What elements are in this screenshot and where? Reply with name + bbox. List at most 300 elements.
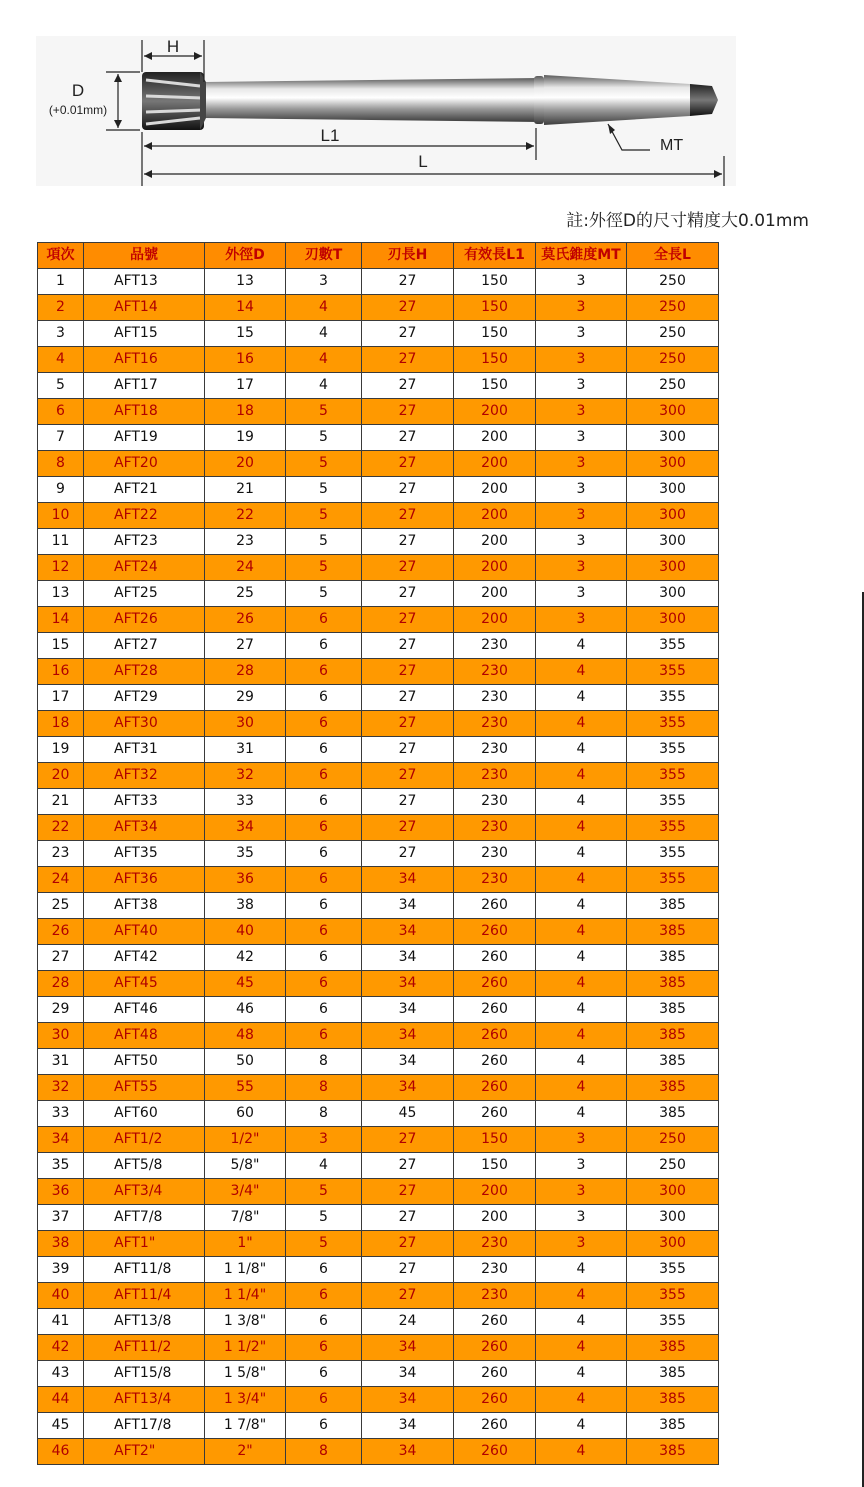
cell-item-no: 34 <box>38 1127 84 1153</box>
cell-effective-length: 230 <box>454 789 536 815</box>
cell-overall-length: 300 <box>627 451 719 477</box>
cell-effective-length: 260 <box>454 919 536 945</box>
cell-effective-length: 150 <box>454 321 536 347</box>
cell-morse-taper: 4 <box>536 1413 627 1439</box>
cell-flutes: 6 <box>286 737 362 763</box>
header-flutes: 刃數T <box>286 243 362 269</box>
cell-item-no: 8 <box>38 451 84 477</box>
cell-part-no: AFT22 <box>84 503 205 529</box>
cell-morse-taper: 3 <box>536 529 627 555</box>
cell-outer-diameter: 27 <box>205 633 286 659</box>
cell-flutes: 6 <box>286 1023 362 1049</box>
cell-item-no: 4 <box>38 347 84 373</box>
cell-part-no: AFT29 <box>84 685 205 711</box>
cell-flute-length: 27 <box>362 295 454 321</box>
reamer-shank <box>205 78 540 122</box>
cell-overall-length: 385 <box>627 1101 719 1127</box>
cell-effective-length: 260 <box>454 1387 536 1413</box>
cell-outer-diameter: 22 <box>205 503 286 529</box>
cell-part-no: AFT13/8 <box>84 1309 205 1335</box>
cell-flutes: 8 <box>286 1075 362 1101</box>
cell-effective-length: 200 <box>454 503 536 529</box>
cell-flute-length: 34 <box>362 1413 454 1439</box>
cell-outer-diameter: 1 1/8" <box>205 1257 286 1283</box>
cell-flute-length: 27 <box>362 1231 454 1257</box>
cell-outer-diameter: 46 <box>205 997 286 1023</box>
cell-overall-length: 300 <box>627 425 719 451</box>
cell-effective-length: 230 <box>454 711 536 737</box>
cell-part-no: AFT5/8 <box>84 1153 205 1179</box>
cell-effective-length: 260 <box>454 1049 536 1075</box>
cell-morse-taper: 4 <box>536 1335 627 1361</box>
cell-item-no: 29 <box>38 997 84 1023</box>
table-row <box>38 373 719 399</box>
cell-flutes: 4 <box>286 347 362 373</box>
cell-item-no: 27 <box>38 945 84 971</box>
cell-item-no: 21 <box>38 789 84 815</box>
cell-flutes: 8 <box>286 1049 362 1075</box>
cell-morse-taper: 3 <box>536 503 627 529</box>
reamer-collar <box>534 76 544 124</box>
cell-effective-length: 150 <box>454 295 536 321</box>
cell-overall-length: 300 <box>627 607 719 633</box>
cell-item-no: 26 <box>38 919 84 945</box>
cell-part-no: AFT17/8 <box>84 1413 205 1439</box>
cell-flutes: 5 <box>286 503 362 529</box>
cell-outer-diameter: 17 <box>205 373 286 399</box>
cell-outer-diameter: 1" <box>205 1231 286 1257</box>
cell-flute-length: 27 <box>362 373 454 399</box>
cell-overall-length: 300 <box>627 555 719 581</box>
cell-morse-taper: 3 <box>536 451 627 477</box>
cell-item-no: 38 <box>38 1231 84 1257</box>
header-outer-diameter: 外徑D <box>205 243 286 269</box>
cell-morse-taper: 3 <box>536 425 627 451</box>
cell-flutes: 6 <box>286 867 362 893</box>
cell-outer-diameter: 21 <box>205 477 286 503</box>
cell-flutes: 8 <box>286 1101 362 1127</box>
table-row <box>38 685 719 711</box>
table-row <box>38 1387 719 1413</box>
cell-morse-taper: 3 <box>536 399 627 425</box>
cell-morse-taper: 4 <box>536 997 627 1023</box>
cell-item-no: 19 <box>38 737 84 763</box>
cell-flutes: 6 <box>286 841 362 867</box>
cell-outer-diameter: 1 7/8" <box>205 1413 286 1439</box>
cell-effective-length: 150 <box>454 347 536 373</box>
cell-effective-length: 230 <box>454 633 536 659</box>
cell-morse-taper: 3 <box>536 477 627 503</box>
table-row <box>38 1179 719 1205</box>
cell-flute-length: 27 <box>362 659 454 685</box>
cell-flutes: 5 <box>286 477 362 503</box>
cell-item-no: 32 <box>38 1075 84 1101</box>
table-row <box>38 399 719 425</box>
cell-flutes: 5 <box>286 425 362 451</box>
cell-flutes: 4 <box>286 295 362 321</box>
table-row <box>38 581 719 607</box>
cell-morse-taper: 4 <box>536 659 627 685</box>
cell-morse-taper: 3 <box>536 581 627 607</box>
cell-flutes: 6 <box>286 1335 362 1361</box>
cell-outer-diameter: 35 <box>205 841 286 867</box>
cell-effective-length: 260 <box>454 1075 536 1101</box>
cell-outer-diameter: 1 3/4" <box>205 1387 286 1413</box>
cell-flute-length: 27 <box>362 529 454 555</box>
cell-flute-length: 27 <box>362 321 454 347</box>
cell-item-no: 44 <box>38 1387 84 1413</box>
cell-part-no: AFT31 <box>84 737 205 763</box>
cell-flute-length: 27 <box>362 1179 454 1205</box>
cell-overall-length: 355 <box>627 789 719 815</box>
table-row <box>38 1101 719 1127</box>
cell-effective-length: 260 <box>454 1439 536 1465</box>
cell-outer-diameter: 1 1/4" <box>205 1283 286 1309</box>
header-morse-taper: 莫氏錐度MT <box>536 243 627 269</box>
label-d-tolerance: (+0.01mm) <box>48 103 108 117</box>
cell-morse-taper: 4 <box>536 633 627 659</box>
cell-effective-length: 150 <box>454 1153 536 1179</box>
cell-morse-taper: 4 <box>536 737 627 763</box>
cell-overall-length: 385 <box>627 945 719 971</box>
cell-morse-taper: 4 <box>536 763 627 789</box>
cell-morse-taper: 3 <box>536 1127 627 1153</box>
cell-flute-length: 27 <box>362 763 454 789</box>
cell-outer-diameter: 40 <box>205 919 286 945</box>
cell-morse-taper: 4 <box>536 1075 627 1101</box>
cell-part-no: AFT45 <box>84 971 205 997</box>
cell-effective-length: 200 <box>454 451 536 477</box>
cell-effective-length: 260 <box>454 1101 536 1127</box>
cell-part-no: AFT19 <box>84 425 205 451</box>
cell-part-no: AFT1/2 <box>84 1127 205 1153</box>
cell-item-no: 23 <box>38 841 84 867</box>
cell-morse-taper: 4 <box>536 841 627 867</box>
cell-morse-taper: 4 <box>536 1361 627 1387</box>
cell-overall-length: 385 <box>627 1335 719 1361</box>
table-row <box>38 1127 719 1153</box>
cell-outer-diameter: 45 <box>205 971 286 997</box>
cell-flutes: 5 <box>286 451 362 477</box>
table-row <box>38 841 719 867</box>
cell-flutes: 6 <box>286 789 362 815</box>
cell-overall-length: 385 <box>627 1361 719 1387</box>
cell-overall-length: 355 <box>627 841 719 867</box>
table-row <box>38 1153 719 1179</box>
cell-part-no: AFT38 <box>84 893 205 919</box>
precision-note: 註:外徑D的尺寸精度大0.01mm <box>566 211 809 231</box>
header-effective-length: 有效長L1 <box>454 243 536 269</box>
cell-part-no: AFT60 <box>84 1101 205 1127</box>
cell-effective-length: 260 <box>454 1335 536 1361</box>
cell-flute-length: 34 <box>362 1075 454 1101</box>
spec-table <box>37 242 719 1465</box>
cell-flute-length: 27 <box>362 1257 454 1283</box>
cell-flute-length: 27 <box>362 841 454 867</box>
table-row <box>38 1257 719 1283</box>
cell-part-no: AFT7/8 <box>84 1205 205 1231</box>
cell-overall-length: 250 <box>627 269 719 295</box>
cell-effective-length: 200 <box>454 399 536 425</box>
table-row <box>38 269 719 295</box>
cell-flutes: 8 <box>286 1439 362 1465</box>
cell-flutes: 5 <box>286 581 362 607</box>
cell-flute-length: 27 <box>362 269 454 295</box>
cell-part-no: AFT30 <box>84 711 205 737</box>
header-overall-length: 全長L <box>627 243 719 269</box>
cell-outer-diameter: 50 <box>205 1049 286 1075</box>
cell-outer-diameter: 1 1/2" <box>205 1335 286 1361</box>
cell-effective-length: 200 <box>454 477 536 503</box>
cell-flute-length: 27 <box>362 815 454 841</box>
cell-flute-length: 34 <box>362 1023 454 1049</box>
cell-flute-length: 27 <box>362 347 454 373</box>
cell-flute-length: 27 <box>362 503 454 529</box>
cell-overall-length: 250 <box>627 373 719 399</box>
cell-morse-taper: 3 <box>536 321 627 347</box>
cell-overall-length: 355 <box>627 815 719 841</box>
cell-overall-length: 250 <box>627 295 719 321</box>
cell-morse-taper: 3 <box>536 1179 627 1205</box>
cell-overall-length: 300 <box>627 1205 719 1231</box>
cell-outer-diameter: 33 <box>205 789 286 815</box>
cell-overall-length: 385 <box>627 997 719 1023</box>
cell-overall-length: 355 <box>627 711 719 737</box>
cell-morse-taper: 3 <box>536 555 627 581</box>
cell-flute-length: 34 <box>362 1361 454 1387</box>
cell-item-no: 24 <box>38 867 84 893</box>
cell-flute-length: 27 <box>362 451 454 477</box>
cell-flutes: 6 <box>286 1283 362 1309</box>
cell-item-no: 1 <box>38 269 84 295</box>
table-header-row <box>38 243 719 269</box>
cell-overall-length: 355 <box>627 659 719 685</box>
cell-effective-length: 230 <box>454 737 536 763</box>
cell-flutes: 5 <box>286 1231 362 1257</box>
cell-item-no: 20 <box>38 763 84 789</box>
cell-item-no: 28 <box>38 971 84 997</box>
cell-effective-length: 260 <box>454 971 536 997</box>
cell-morse-taper: 3 <box>536 347 627 373</box>
cell-flute-length: 34 <box>362 919 454 945</box>
cell-part-no: AFT13 <box>84 269 205 295</box>
cell-flutes: 6 <box>286 659 362 685</box>
cell-flutes: 4 <box>286 373 362 399</box>
cell-flute-length: 27 <box>362 477 454 503</box>
cell-outer-diameter: 5/8" <box>205 1153 286 1179</box>
label-l: L <box>418 152 428 171</box>
cell-overall-length: 385 <box>627 971 719 997</box>
cell-part-no: AFT1" <box>84 1231 205 1257</box>
cell-morse-taper: 4 <box>536 1439 627 1465</box>
cell-flute-length: 27 <box>362 399 454 425</box>
cell-effective-length: 260 <box>454 1413 536 1439</box>
cell-effective-length: 200 <box>454 425 536 451</box>
cell-part-no: AFT3/4 <box>84 1179 205 1205</box>
cell-flutes: 5 <box>286 1205 362 1231</box>
table-row <box>38 477 719 503</box>
cell-morse-taper: 4 <box>536 1387 627 1413</box>
table-row <box>38 1075 719 1101</box>
cell-overall-length: 385 <box>627 1439 719 1465</box>
cell-item-no: 41 <box>38 1309 84 1335</box>
cell-outer-diameter: 1 3/8" <box>205 1309 286 1335</box>
cell-flute-length: 34 <box>362 1049 454 1075</box>
cell-flutes: 3 <box>286 1127 362 1153</box>
table-row <box>38 321 719 347</box>
cell-overall-length: 355 <box>627 1309 719 1335</box>
table-row <box>38 945 719 971</box>
cell-outer-diameter: 18 <box>205 399 286 425</box>
table-row <box>38 1231 719 1257</box>
cell-overall-length: 385 <box>627 919 719 945</box>
cell-flute-length: 34 <box>362 945 454 971</box>
cell-flutes: 6 <box>286 919 362 945</box>
cell-overall-length: 355 <box>627 1283 719 1309</box>
cell-part-no: AFT48 <box>84 1023 205 1049</box>
cell-flutes: 5 <box>286 1179 362 1205</box>
cell-item-no: 43 <box>38 1361 84 1387</box>
table-row <box>38 451 719 477</box>
cell-morse-taper: 4 <box>536 919 627 945</box>
table-row <box>38 1023 719 1049</box>
label-l1: L1 <box>320 126 340 145</box>
table-row <box>38 867 719 893</box>
table-row <box>38 789 719 815</box>
cell-part-no: AFT20 <box>84 451 205 477</box>
cell-overall-length: 385 <box>627 893 719 919</box>
cell-morse-taper: 4 <box>536 1309 627 1335</box>
cell-flutes: 6 <box>286 971 362 997</box>
table-row <box>38 893 719 919</box>
table-row <box>38 763 719 789</box>
cell-flute-length: 45 <box>362 1101 454 1127</box>
cell-outer-diameter: 23 <box>205 529 286 555</box>
cell-outer-diameter: 42 <box>205 945 286 971</box>
cell-outer-diameter: 13 <box>205 269 286 295</box>
table-row <box>38 1439 719 1465</box>
cell-overall-length: 300 <box>627 581 719 607</box>
cell-flutes: 6 <box>286 945 362 971</box>
cell-part-no: AFT28 <box>84 659 205 685</box>
cell-item-no: 3 <box>38 321 84 347</box>
cell-flutes: 4 <box>286 321 362 347</box>
cell-outer-diameter: 34 <box>205 815 286 841</box>
table-row <box>38 815 719 841</box>
cell-flutes: 5 <box>286 529 362 555</box>
cell-overall-length: 250 <box>627 321 719 347</box>
cell-outer-diameter: 16 <box>205 347 286 373</box>
cell-flute-length: 27 <box>362 1127 454 1153</box>
cell-flutes: 6 <box>286 893 362 919</box>
cell-morse-taper: 3 <box>536 1205 627 1231</box>
cell-item-no: 42 <box>38 1335 84 1361</box>
cell-outer-diameter: 15 <box>205 321 286 347</box>
cell-flute-length: 27 <box>362 789 454 815</box>
cell-part-no: AFT11/4 <box>84 1283 205 1309</box>
cell-flutes: 6 <box>286 711 362 737</box>
cell-effective-length: 230 <box>454 867 536 893</box>
table-row <box>38 1413 719 1439</box>
cell-flute-length: 27 <box>362 581 454 607</box>
cell-overall-length: 385 <box>627 1023 719 1049</box>
cell-item-no: 17 <box>38 685 84 711</box>
cell-morse-taper: 4 <box>536 711 627 737</box>
reamer-diagram <box>0 0 864 200</box>
cell-flutes: 5 <box>286 399 362 425</box>
table-row <box>38 1205 719 1231</box>
cell-flutes: 6 <box>286 1361 362 1387</box>
cell-part-no: AFT23 <box>84 529 205 555</box>
cell-outer-diameter: 29 <box>205 685 286 711</box>
cell-part-no: AFT24 <box>84 555 205 581</box>
cell-effective-length: 230 <box>454 685 536 711</box>
header-flute-length: 刃長H <box>362 243 454 269</box>
cell-morse-taper: 4 <box>536 867 627 893</box>
cell-effective-length: 230 <box>454 659 536 685</box>
cell-outer-diameter: 19 <box>205 425 286 451</box>
cell-effective-length: 230 <box>454 1231 536 1257</box>
table-row <box>38 1335 719 1361</box>
table-row <box>38 295 719 321</box>
cell-part-no: AFT55 <box>84 1075 205 1101</box>
table-row <box>38 607 719 633</box>
cell-outer-diameter: 1 5/8" <box>205 1361 286 1387</box>
cell-flute-length: 27 <box>362 1153 454 1179</box>
cell-outer-diameter: 30 <box>205 711 286 737</box>
cell-effective-length: 230 <box>454 815 536 841</box>
cell-effective-length: 150 <box>454 1127 536 1153</box>
cell-flute-length: 27 <box>362 555 454 581</box>
cell-morse-taper: 3 <box>536 373 627 399</box>
cell-morse-taper: 4 <box>536 971 627 997</box>
cell-overall-length: 300 <box>627 529 719 555</box>
cell-item-no: 40 <box>38 1283 84 1309</box>
cell-overall-length: 300 <box>627 399 719 425</box>
cell-outer-diameter: 20 <box>205 451 286 477</box>
cell-outer-diameter: 1/2" <box>205 1127 286 1153</box>
cell-item-no: 10 <box>38 503 84 529</box>
cell-overall-length: 355 <box>627 1257 719 1283</box>
cell-item-no: 35 <box>38 1153 84 1179</box>
cell-flutes: 6 <box>286 997 362 1023</box>
cell-item-no: 22 <box>38 815 84 841</box>
cell-flutes: 6 <box>286 1413 362 1439</box>
cell-item-no: 13 <box>38 581 84 607</box>
cell-part-no: AFT26 <box>84 607 205 633</box>
cell-item-no: 11 <box>38 529 84 555</box>
cell-flutes: 6 <box>286 1257 362 1283</box>
table-row <box>38 737 719 763</box>
cell-outer-diameter: 3/4" <box>205 1179 286 1205</box>
cell-flute-length: 24 <box>362 1309 454 1335</box>
cell-part-no: AFT46 <box>84 997 205 1023</box>
table-row <box>38 633 719 659</box>
cell-item-no: 46 <box>38 1439 84 1465</box>
table-row <box>38 997 719 1023</box>
cell-part-no: AFT17 <box>84 373 205 399</box>
cell-overall-length: 300 <box>627 1179 719 1205</box>
cell-overall-length: 355 <box>627 763 719 789</box>
cell-outer-diameter: 26 <box>205 607 286 633</box>
cell-morse-taper: 4 <box>536 945 627 971</box>
cell-outer-diameter: 14 <box>205 295 286 321</box>
cell-overall-length: 385 <box>627 1387 719 1413</box>
cell-part-no: AFT13/4 <box>84 1387 205 1413</box>
cell-flute-length: 27 <box>362 425 454 451</box>
cell-item-no: 25 <box>38 893 84 919</box>
cell-item-no: 31 <box>38 1049 84 1075</box>
